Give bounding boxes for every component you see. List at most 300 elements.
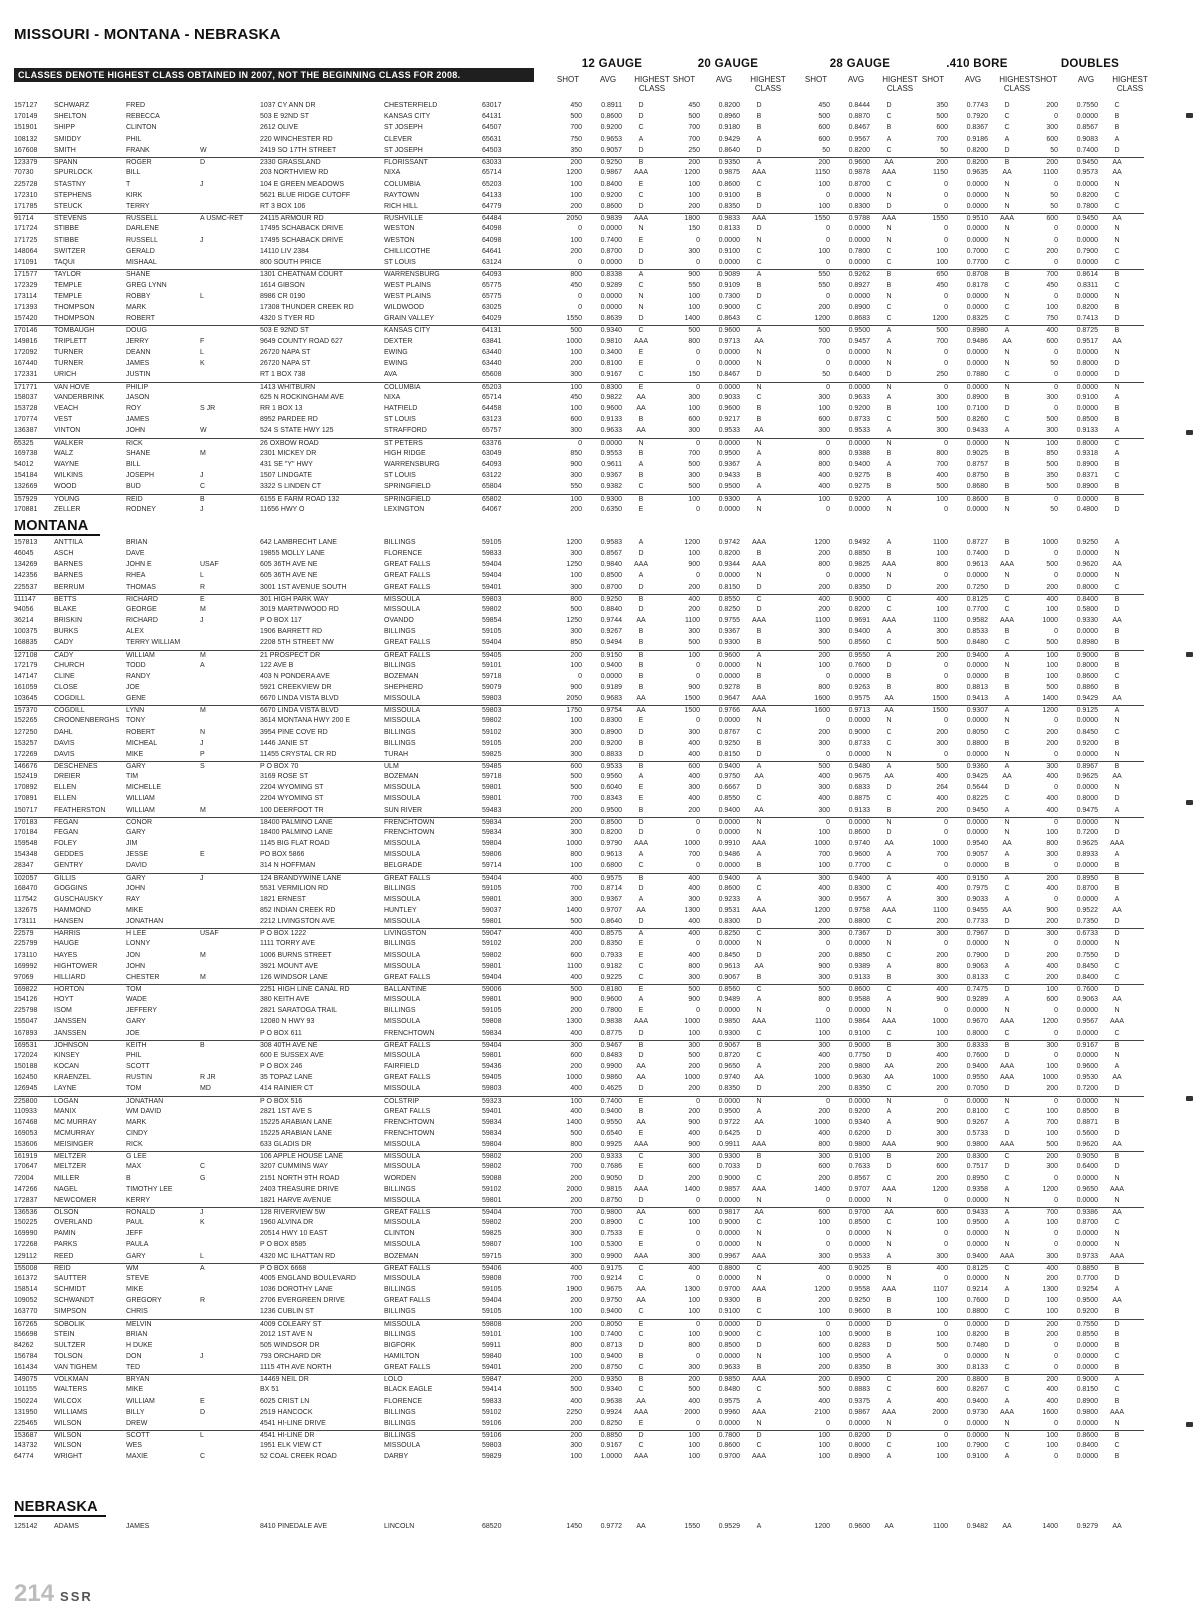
- middle-suffix: M: [200, 951, 206, 959]
- class-value: C: [886, 951, 892, 959]
- class-value: C: [1004, 1029, 1010, 1037]
- shots-value: 400: [688, 951, 700, 959]
- average-value: 0.9358: [966, 1185, 988, 1193]
- shots-value: 400: [1046, 962, 1058, 970]
- first-name: TONY: [126, 717, 146, 725]
- class-value: AA: [754, 427, 764, 435]
- city: MISSOULA: [384, 784, 421, 792]
- street-address: 600 E SUSSEX AVE: [260, 1051, 324, 1059]
- average-value: 0.9517: [1076, 337, 1098, 345]
- zip-code: 64098: [482, 236, 502, 244]
- shots-value: 1200: [1042, 707, 1058, 715]
- class-value: C: [638, 483, 644, 491]
- first-name: BRIAN: [126, 539, 148, 546]
- average-value: 0.0000: [1076, 717, 1098, 725]
- first-name: MISHAAL: [126, 259, 157, 267]
- class-value: N: [886, 940, 892, 948]
- average-value: 0.9600: [848, 1308, 870, 1316]
- street-address: 605 36TH AVE NE: [260, 572, 318, 580]
- street-address: 503 E 92ND ST: [260, 327, 310, 335]
- city: WORDEN: [384, 1174, 416, 1182]
- average-value: 0.0000: [1076, 940, 1098, 948]
- first-name: JOHN: [126, 962, 146, 970]
- class-value: C: [1004, 281, 1010, 289]
- class-value: A: [638, 895, 644, 903]
- average-value: 0.6800: [600, 862, 622, 870]
- shots-value: 400: [570, 930, 582, 938]
- street-address: 1614 GIBSON: [260, 281, 305, 289]
- average-value: 0.0000: [1076, 1364, 1098, 1372]
- zip-code: 59102: [482, 1185, 502, 1193]
- class-value: E: [638, 986, 644, 993]
- shots-value: 500: [818, 327, 830, 335]
- average-value: 0.8200: [966, 1330, 988, 1338]
- table-row: [14, 661, 1144, 670]
- shots-value: 500: [818, 639, 830, 647]
- shots-value: 500: [1046, 416, 1058, 424]
- average-value: 0.9573: [1076, 169, 1098, 177]
- class-value: C: [1004, 1264, 1010, 1272]
- first-name: JONATHAN: [126, 918, 164, 926]
- average-value: 0.9254: [1076, 1286, 1098, 1294]
- street-address: 1413 WHITBURN: [260, 383, 316, 391]
- average-value: 0.9558: [848, 1286, 870, 1294]
- city: MISSOULA: [384, 1219, 421, 1227]
- zip-code: 59801: [482, 795, 502, 803]
- average-value: 0.9500: [600, 806, 622, 814]
- class-value: N: [756, 348, 762, 356]
- zip-code: 59037: [482, 906, 502, 914]
- member-id: 143732: [14, 1442, 38, 1450]
- class-value: AA: [754, 337, 764, 345]
- class-value: C: [1004, 113, 1010, 121]
- shots-value: 600: [818, 1209, 830, 1216]
- member-id: 111147: [14, 595, 36, 603]
- average-value: 0.9833: [718, 215, 740, 223]
- class-value: N: [756, 505, 762, 513]
- table-row: [14, 761, 1144, 771]
- class-value: AAA: [881, 1141, 896, 1149]
- class-value: B: [756, 739, 762, 747]
- middle-suffix: C: [200, 483, 206, 491]
- first-name: BILLY: [126, 1408, 145, 1416]
- shots-value: 1400: [814, 1185, 830, 1193]
- shots-value: 0: [1054, 895, 1058, 903]
- city: ULM: [384, 763, 399, 770]
- zip-code: 59106: [482, 1432, 502, 1439]
- shots-value: 1300: [1042, 1286, 1058, 1294]
- class-value: N: [756, 940, 762, 948]
- average-value: 0.9867: [848, 1408, 870, 1416]
- average-value: 0.9620: [1076, 1141, 1098, 1149]
- average-value: 0.8639: [600, 315, 622, 323]
- shots-value: 0: [578, 259, 582, 267]
- member-id: 117542: [14, 895, 37, 903]
- zip-code: 59401: [482, 1107, 502, 1115]
- shots-value: 1250: [566, 617, 582, 625]
- class-value: C: [638, 1364, 644, 1372]
- zip-code: 59436: [482, 1063, 502, 1071]
- member-id: 126945: [14, 1085, 38, 1093]
- table-row: [14, 112, 1144, 121]
- class-value: C: [756, 315, 762, 323]
- member-id: 225728: [14, 180, 38, 188]
- city: RAYTOWN: [384, 191, 420, 199]
- zip-code: 59401: [482, 1364, 502, 1372]
- shots-value: 500: [570, 1386, 582, 1394]
- average-value: 0.9742: [718, 539, 740, 546]
- average-value: 0.9600: [848, 159, 870, 167]
- shots-value: 1500: [684, 707, 700, 715]
- shots-value: 300: [570, 828, 582, 836]
- average-value: 0.8200: [848, 605, 870, 613]
- city: BILLINGS: [384, 940, 416, 948]
- shots-value: 100: [570, 572, 582, 580]
- shots-value: 0: [1054, 371, 1058, 379]
- class-value: C: [638, 962, 644, 970]
- class-value: D: [1004, 1163, 1010, 1171]
- average-value: 0.8850: [600, 1432, 622, 1439]
- city: MISSOULA: [384, 1241, 421, 1249]
- first-name: JONATHAN: [126, 1097, 164, 1105]
- average-value: 0.8950: [1076, 874, 1098, 882]
- class-value: B: [1114, 461, 1120, 469]
- shots-value: 1100: [684, 617, 700, 625]
- shots-value: 0: [826, 360, 830, 368]
- street-address: 128 RIVERVIEW 5W: [260, 1209, 326, 1216]
- first-name: LYNN: [126, 707, 145, 715]
- class-value: C: [1004, 639, 1010, 647]
- average-value: 0.0000: [848, 1097, 870, 1105]
- city: ST PETERS: [384, 439, 423, 447]
- shots-value: 200: [1046, 973, 1058, 981]
- gauge-header: [668, 58, 788, 93]
- average-value: 0.9567: [848, 895, 870, 903]
- city: FLORENCE: [384, 1397, 423, 1405]
- first-name: SHANE: [126, 271, 151, 279]
- average-value: 0.7367: [848, 930, 870, 938]
- shots-value: 100: [818, 1432, 830, 1439]
- class-value: AA: [1112, 561, 1122, 569]
- shots-value: 1200: [814, 315, 830, 323]
- average-value: 0.9817: [718, 1209, 740, 1216]
- shots-value: 100: [818, 247, 830, 255]
- average-value: 0.8933: [1076, 851, 1098, 859]
- shots-value: 0: [696, 862, 700, 870]
- shots-value: 200: [570, 360, 582, 368]
- last-name: CROONENBERGHS: [54, 717, 120, 725]
- class-value: AAA: [751, 695, 766, 703]
- average-value: 0.0000: [848, 348, 870, 356]
- average-value: 0.9850: [718, 1018, 740, 1026]
- shots-value: 100: [936, 247, 948, 255]
- shots-value: 1400: [566, 1118, 582, 1126]
- shots-value: 500: [688, 1051, 700, 1059]
- class-value: AAA: [999, 1063, 1014, 1071]
- class-value: AAA: [751, 1018, 766, 1026]
- street-address: 12080 N HWY 93: [260, 1018, 315, 1026]
- class-value: C: [1114, 583, 1120, 591]
- shots-value: 1100: [932, 539, 948, 546]
- zip-code: 59804: [482, 840, 502, 848]
- street-address: 414 RAINIER CT: [260, 1085, 314, 1093]
- last-name: GUSCHAUSKY: [54, 895, 104, 903]
- class-value: B: [886, 1153, 892, 1161]
- average-value: 0.9750: [600, 1297, 622, 1305]
- shots-value: 0: [696, 572, 700, 580]
- zip-code: 59807: [482, 1241, 502, 1249]
- average-value: 0.8813: [966, 683, 988, 691]
- shots-value: 500: [936, 483, 948, 491]
- last-name: BERRUM: [54, 583, 85, 591]
- shots-value: 0: [696, 1230, 700, 1238]
- average-value: 0.6833: [848, 784, 870, 792]
- class-value: AA: [754, 1209, 764, 1216]
- average-value: 0.9582: [966, 617, 988, 625]
- city: OVANDO: [384, 617, 414, 625]
- average-value: 0.8900: [1076, 1397, 1098, 1405]
- class-value: D: [638, 1432, 644, 1439]
- average-value: 0.0000: [966, 862, 988, 870]
- average-value: 0.8371: [1076, 472, 1098, 480]
- average-value: 0.0000: [718, 1241, 740, 1249]
- average-value: 0.0000: [848, 1320, 870, 1328]
- shots-value: 500: [688, 483, 700, 491]
- city: FRENCHTOWN: [384, 818, 435, 826]
- class-value: N: [756, 818, 762, 826]
- middle-suffix: USAF: [200, 561, 219, 569]
- shots-value: 500: [1046, 483, 1058, 491]
- average-value: 0.9025: [966, 449, 988, 457]
- city: GREAT FALLS: [384, 583, 431, 591]
- shots-value: 500: [1046, 683, 1058, 691]
- middle-suffix: S JR: [200, 404, 216, 412]
- table-row: [14, 505, 1144, 514]
- shots-value: 0: [696, 940, 700, 948]
- shots-value: 650: [936, 271, 948, 279]
- city: MISSOULA: [384, 1141, 421, 1149]
- shots-value: 500: [688, 461, 700, 469]
- member-id: 169531: [14, 1041, 38, 1049]
- class-value: C: [638, 1264, 644, 1272]
- class-value: N: [886, 1007, 892, 1015]
- average-value: 0.8333: [966, 1041, 988, 1049]
- shots-value: 300: [570, 728, 582, 736]
- average-value: 0.9822: [600, 393, 622, 401]
- average-value: 0.0000: [718, 236, 740, 244]
- middle-suffix: J: [200, 617, 204, 625]
- last-name: MCMURRAY: [54, 1129, 95, 1137]
- first-name: ROGER: [126, 159, 152, 167]
- shots-value: 0: [578, 439, 582, 447]
- average-value: 0.0000: [1076, 292, 1098, 300]
- table-row: [14, 672, 1144, 681]
- average-value: 0.0000: [1076, 784, 1098, 792]
- class-value: B: [756, 683, 762, 691]
- average-value: 0.8900: [848, 303, 870, 311]
- class-value: AAA: [633, 561, 648, 569]
- shots-value: 300: [688, 247, 700, 255]
- table-row: [14, 1140, 1144, 1149]
- average-value: 0.9550: [600, 1118, 622, 1126]
- average-value: 0.0000: [848, 818, 870, 826]
- class-value: N: [1114, 383, 1120, 391]
- average-value: 0.0000: [1076, 371, 1098, 379]
- shots-value: 1000: [814, 1074, 830, 1082]
- first-name: T: [126, 180, 131, 188]
- average-value: 0.9318: [1076, 449, 1098, 457]
- zip-code: 63440: [482, 360, 502, 368]
- class-value: B: [638, 416, 644, 424]
- class-value: D: [886, 784, 892, 792]
- class-value: B: [886, 973, 892, 981]
- average-value: 0.9788: [848, 215, 870, 223]
- last-name: WILSON: [54, 1419, 82, 1427]
- average-value: 0.9167: [600, 371, 622, 379]
- shots-value: 100: [688, 303, 700, 311]
- zip-code: 59808: [482, 1274, 502, 1282]
- shots-value: 700: [570, 124, 582, 132]
- shots-value: 0: [696, 505, 700, 513]
- first-name: REID: [126, 495, 143, 503]
- table-row: [14, 123, 1144, 132]
- last-name: TEMPLE: [54, 281, 83, 289]
- average-value: 0.9772: [600, 1523, 622, 1530]
- shots-value: 1200: [566, 169, 582, 177]
- class-value: N: [1114, 550, 1120, 558]
- shots-value: 0: [1054, 1196, 1058, 1204]
- shots-value: 0: [1054, 818, 1058, 826]
- first-name: JON: [126, 951, 140, 959]
- average-value: 0.0000: [966, 1419, 988, 1427]
- first-name: MIKE: [126, 906, 144, 914]
- average-value: 0.8883: [848, 1386, 870, 1394]
- shots-value: 400: [936, 884, 948, 892]
- shots-value: 900: [688, 996, 700, 1004]
- average-value: 0.0000: [848, 1196, 870, 1204]
- class-value: AA: [1002, 337, 1012, 345]
- shots-value: 0: [696, 236, 700, 244]
- table-row: [14, 449, 1144, 458]
- average-value: 0.8750: [600, 1364, 622, 1372]
- shots-value: 100: [818, 1453, 830, 1461]
- street-address: 3322 S LINDEN CT: [260, 483, 322, 491]
- shots-value: 900: [570, 461, 582, 469]
- class-value: AA: [884, 1209, 894, 1216]
- first-name: JUSTIN: [126, 371, 151, 379]
- city: CHESTERFIELD: [384, 102, 438, 109]
- last-name: SHIPP: [54, 124, 76, 132]
- city: MISSOULA: [384, 1018, 421, 1026]
- average-value: 0.0000: [966, 818, 988, 826]
- shots-value: 300: [1046, 427, 1058, 435]
- shots-value: 1500: [932, 695, 948, 703]
- shots-value: 400: [688, 750, 700, 758]
- gauge-title: 28 GAUGE: [829, 58, 891, 70]
- average-value: 0.8600: [848, 828, 870, 836]
- class-value: B: [1004, 159, 1010, 167]
- street-address: 6155 E FARM ROAD 132: [260, 495, 340, 503]
- street-address: 8986 CR 0190: [260, 292, 306, 300]
- class-value: N: [1004, 1196, 1010, 1204]
- class-value: A: [1004, 895, 1010, 903]
- average-value: 0.4800: [1076, 505, 1098, 513]
- member-id: 64774: [14, 1453, 34, 1461]
- average-value: 0.0000: [966, 940, 988, 948]
- class-value: D: [638, 605, 644, 613]
- class-value: AAA: [751, 215, 766, 223]
- average-value: 0.9611: [601, 461, 622, 469]
- class-value: A: [886, 874, 892, 882]
- average-value: 0.9500: [718, 483, 740, 491]
- class-value: C: [756, 303, 762, 311]
- average-value: 0.8250: [718, 930, 740, 938]
- shots-value: 600: [818, 124, 830, 132]
- city: ST LOUIS: [384, 416, 416, 424]
- average-value: 0.9400: [848, 874, 870, 882]
- shots-value: 100: [570, 1352, 582, 1360]
- average-value: 0.0000: [718, 348, 740, 356]
- class-value: D: [886, 583, 892, 591]
- class-value: B: [1004, 1376, 1010, 1384]
- last-name: MANIX: [54, 1107, 77, 1115]
- average-value: 0.0000: [848, 259, 870, 267]
- class-value: C: [1004, 1153, 1010, 1161]
- shots-value: 200: [570, 1063, 582, 1071]
- class-value: AAA: [751, 1453, 766, 1461]
- member-id: 136387: [14, 427, 38, 435]
- average-value: 0.9450: [966, 806, 988, 814]
- average-value: 0.9063: [1076, 996, 1098, 1004]
- average-value: 0.8200: [718, 102, 740, 109]
- table-row: [14, 1229, 1144, 1238]
- shots-value: 350: [570, 146, 582, 154]
- shots-value: 600: [688, 1209, 700, 1216]
- shots-value: 450: [1046, 281, 1058, 289]
- street-address: 2821 1ST AVE S: [260, 1107, 312, 1115]
- first-name: MIKE: [126, 750, 144, 758]
- table-row: [14, 415, 1144, 424]
- shots-value: 200: [818, 1085, 830, 1093]
- average-value: 0.0000: [848, 439, 870, 447]
- zip-code: 59088: [482, 1174, 502, 1182]
- average-value: 0.9000: [848, 595, 870, 603]
- average-value: 0.5644: [966, 784, 988, 792]
- class-value: A: [1004, 695, 1010, 703]
- street-address: 314 N HOFFMAN: [260, 862, 316, 870]
- shots-value: 200: [688, 583, 700, 591]
- class-value: E: [638, 784, 644, 792]
- class-value: AAA: [881, 1286, 896, 1294]
- class-value: D: [1004, 583, 1010, 591]
- shots-value: 100: [818, 495, 830, 503]
- average-value: 0.0000: [1076, 383, 1098, 391]
- shots-value: 50: [822, 371, 830, 379]
- average-value: 0.9400: [718, 806, 740, 814]
- average-value: 0.8260: [966, 416, 988, 424]
- zip-code: 59401: [482, 583, 502, 591]
- last-name: SCHMIDT: [54, 1286, 86, 1294]
- class-value: D: [1114, 371, 1120, 379]
- zip-code: 59405: [482, 651, 502, 659]
- table-row: [14, 359, 1144, 368]
- class-value: AAA: [633, 1141, 648, 1149]
- shots-value: 0: [1054, 1029, 1058, 1037]
- last-name: CADY: [54, 651, 74, 659]
- shots-value: 0: [826, 1007, 830, 1015]
- shots-value: 300: [688, 728, 700, 736]
- shots-value: 0: [1054, 1051, 1058, 1059]
